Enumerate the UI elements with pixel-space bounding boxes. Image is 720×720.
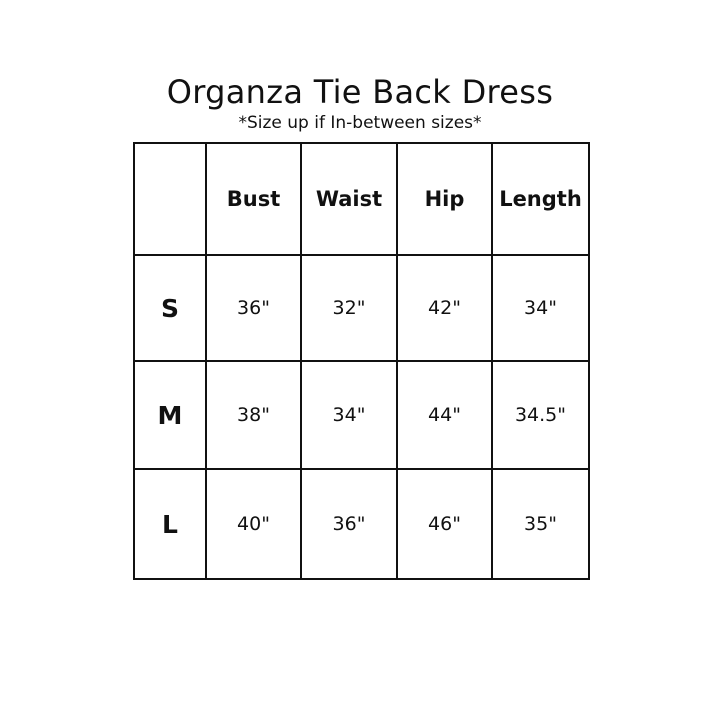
corner-cell <box>134 143 206 255</box>
table-cell-hip: 46" <box>397 469 492 579</box>
column-header-hip: Hip <box>397 143 492 255</box>
table-cell-waist: 36" <box>301 469 397 579</box>
size-label: S <box>134 255 206 361</box>
table-cell-waist: 34" <box>301 361 397 469</box>
table-cell-hip: 44" <box>397 361 492 469</box>
table-cell-length: 34" <box>492 255 589 361</box>
size-chart-table <box>133 142 590 580</box>
table-cell-length: 35" <box>492 469 589 579</box>
table-row <box>134 255 589 361</box>
table-cell-hip: 42" <box>397 255 492 361</box>
size-label: L <box>134 469 206 579</box>
table-cell-bust: 36" <box>206 255 301 361</box>
table-cell-bust: 38" <box>206 361 301 469</box>
size-label: M <box>134 361 206 469</box>
table-cell-waist: 32" <box>301 255 397 361</box>
table-cell-length: 34.5" <box>492 361 589 469</box>
header-row <box>134 143 589 255</box>
column-header-length: Length <box>492 143 589 255</box>
column-header-waist: Waist <box>301 143 397 255</box>
page-subtitle: *Size up if In-between sizes* <box>238 113 482 133</box>
table-row <box>134 469 589 579</box>
table-cell-bust: 40" <box>206 469 301 579</box>
column-header-bust: Bust <box>206 143 301 255</box>
table-row <box>134 361 589 469</box>
page-title: Organza Tie Back Dress <box>166 73 554 111</box>
